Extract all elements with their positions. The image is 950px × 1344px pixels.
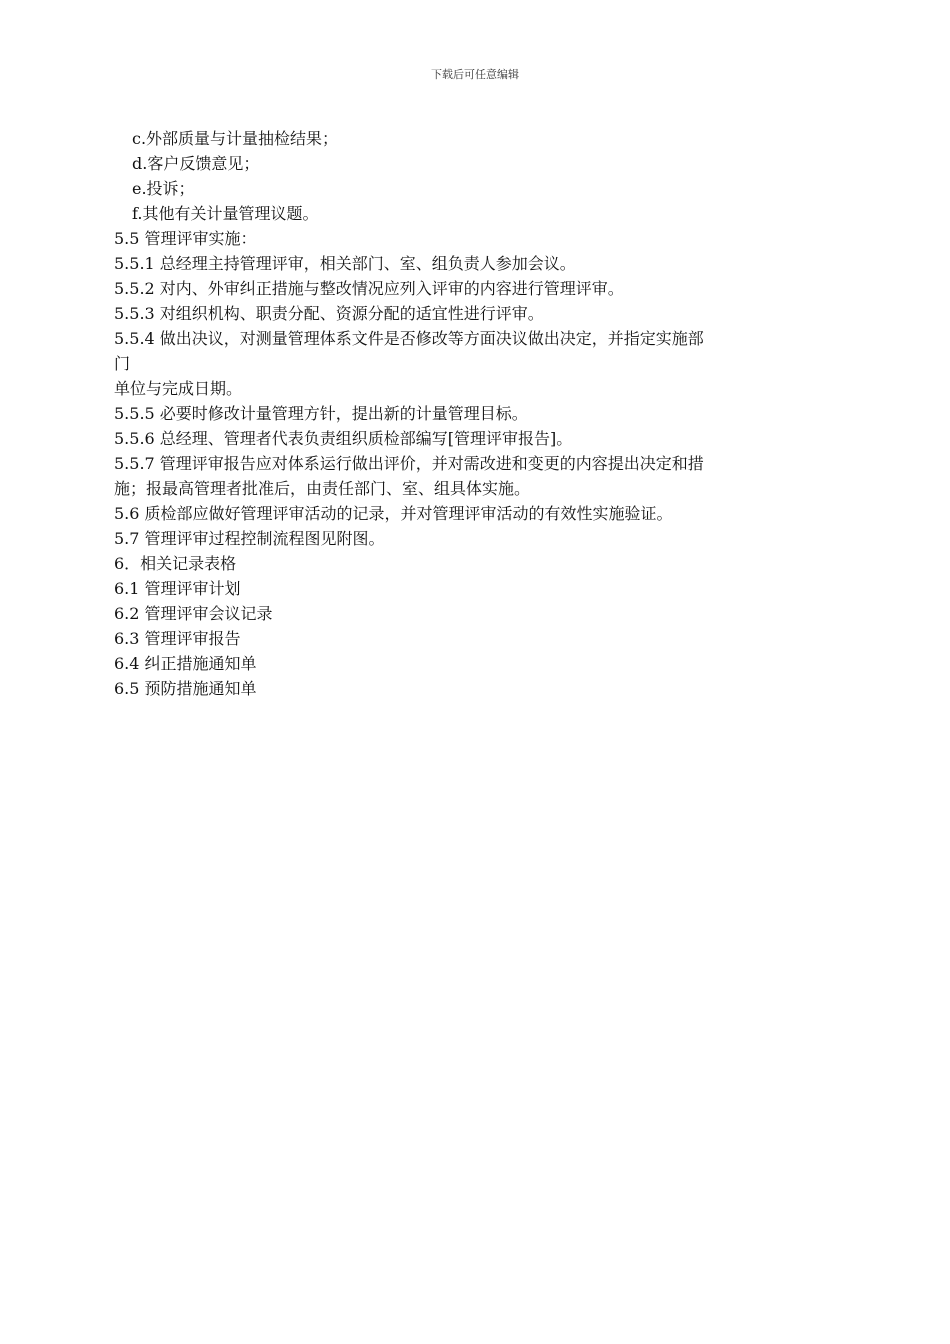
record-6-3: 6.3 管理评审报告 — [114, 629, 241, 648]
clause-5-5-7: 5.5.7 管理评审报告应对体系运行做出评价，并对需改进和变更的内容提出决定和措 — [114, 454, 704, 473]
section-5-5-heading: 5.5 管理评审实施： — [114, 229, 257, 248]
list-item-d: d.客户反馈意见； — [132, 154, 260, 173]
list-item-f: f.其他有关计量管理议题。 — [132, 204, 319, 223]
clause-5-5-5: 5.5.5 必要时修改计量管理方针，提出新的计量管理目标。 — [114, 404, 528, 423]
record-6-4: 6.4 纠正措施通知单 — [114, 654, 257, 673]
record-6-2: 6.2 管理评审会议记录 — [114, 604, 273, 623]
document-body — [114, 126, 838, 701]
clause-5-5-3: 5.5.3 对组织机构、职责分配、资源分配的适宜性进行评审。 — [114, 304, 544, 323]
clause-5-5-1: 5.5.1 总经理主持管理评审，相关部门、室、组负责人参加会议。 — [114, 254, 576, 273]
clause-5-5-4-wrap-1: 门 — [114, 354, 131, 373]
clause-5-5-4-wrap-2: 单位与完成日期。 — [114, 379, 243, 398]
record-6-5: 6.5 预防措施通知单 — [114, 679, 257, 698]
clause-5-5-2: 5.5.2 对内、外审纠正措施与整改情况应列入评审的内容进行管理评审。 — [114, 279, 624, 298]
clause-5-6: 5.6 质检部应做好管理评审活动的记录，并对管理评审活动的有效性实施验证。 — [114, 504, 673, 523]
clause-5-5-4: 5.5.4 做出决议，对测量管理体系文件是否修改等方面决议做出决定，并指定实施部 — [114, 329, 704, 348]
clause-5-5-7-wrap: 施；报最高管理者批准后，由责任部门、室、组具体实施。 — [114, 479, 531, 498]
list-item-e: e.投诉； — [132, 179, 195, 198]
page-header: 下载后可任意编辑 — [431, 68, 519, 81]
record-6-1: 6.1 管理评审计划 — [114, 579, 241, 598]
clause-5-7: 5.7 管理评审过程控制流程图见附图。 — [114, 529, 385, 548]
section-6-heading: 6．相关记录表格 — [114, 554, 237, 573]
clause-5-5-6: 5.5.6 总经理、管理者代表负责组织质检部编写[管理评审报告]。 — [114, 429, 573, 448]
list-item-c: c.外部质量与计量抽检结果； — [132, 129, 339, 148]
